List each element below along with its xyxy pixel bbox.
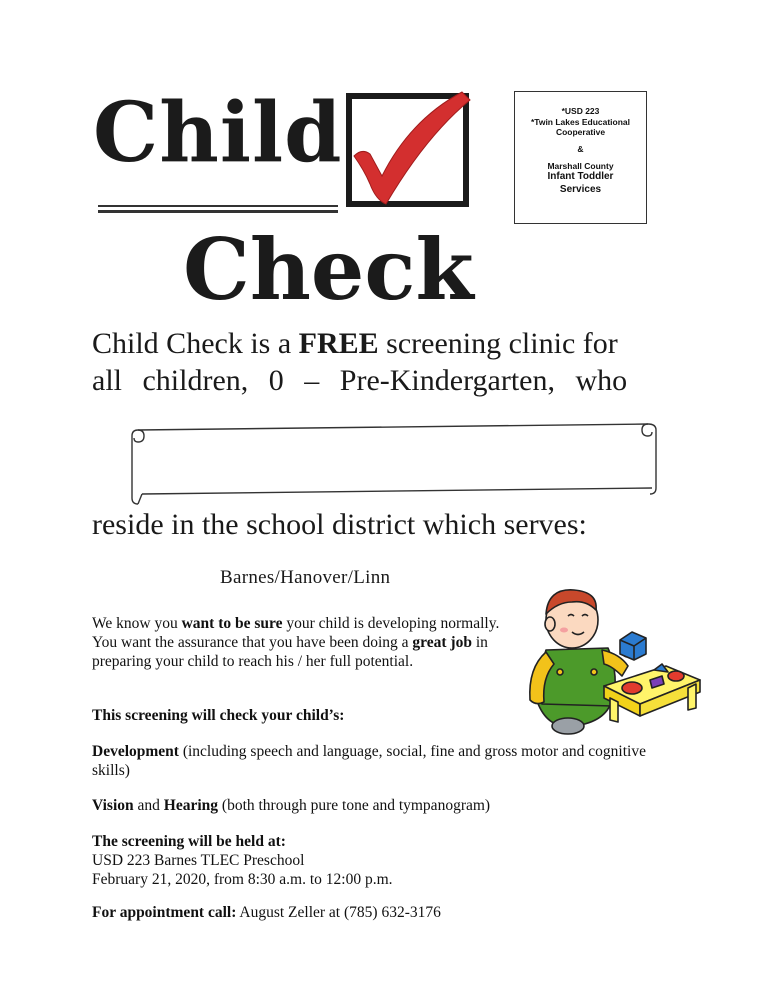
scroll-banner [128, 414, 660, 508]
appointment-contact: August Zeller at (785) 632-3176 [236, 904, 441, 921]
location-block [92, 832, 652, 889]
title-child: Child [93, 85, 343, 181]
assurance-paragraph [92, 614, 512, 671]
appointment-label: For appointment call: [92, 904, 237, 921]
intro-post: screening clinic for [378, 327, 618, 360]
checkmark-box-icon [346, 88, 472, 208]
intro-pre: Child Check is a [92, 327, 299, 360]
title-check: Check [183, 220, 474, 319]
p1-bold: want to be sure [181, 615, 283, 632]
p1-text: We know you [92, 615, 182, 632]
sponsor-box [514, 91, 647, 224]
p1-text: your child is developing normally. You want the assurance that you have been doing a [92, 615, 500, 651]
title-underline [98, 205, 338, 214]
sponsor-line: Cooperative [555, 127, 606, 138]
sponsor-line: *Twin Lakes Educational [530, 116, 631, 127]
location-heading: The screening will be held at: [92, 833, 286, 850]
sponsor-line: Marshall County [547, 160, 614, 171]
vision-label: Vision [92, 797, 134, 814]
check-heading: This screening will check your child’s: [92, 707, 345, 724]
vision-hearing-item [92, 796, 652, 815]
hearing-label: Hearing [163, 797, 219, 814]
reside-text: reside in the school district which serves: [92, 508, 587, 541]
sponsor-line: *USD 223 [561, 106, 600, 116]
location-date: February 21, 2020, from 8:30 a.m. to 12:00 p.m. [92, 871, 393, 888]
appointment-line [92, 903, 652, 922]
vision-and: and [133, 797, 164, 814]
intro-line2: all children, 0 – Pre-Kindergarten, who [92, 364, 628, 397]
development-label: Development [92, 743, 179, 760]
location-place: USD 223 Barnes TLEC Preschool [92, 852, 305, 869]
p1-bold: great job [412, 634, 472, 651]
child-playing-illustration [516, 580, 702, 740]
sponsor-line: Infant Toddler [547, 171, 614, 183]
p1-text: in preparing your child to reach his / her full potential. [92, 634, 488, 670]
sponsor-ampersand: & [577, 143, 584, 154]
development-item [92, 742, 652, 780]
intro-free: FREE [298, 327, 379, 360]
intro-text [92, 325, 692, 399]
sponsor-line: Services [559, 183, 602, 195]
vision-text: (both through pure tone and tympanogram) [218, 797, 491, 814]
development-text: (including speech and language, social, fine and gross motor and cognitive skills) [92, 743, 646, 779]
towns-text: Barnes/Hanover/Linn [220, 567, 391, 588]
